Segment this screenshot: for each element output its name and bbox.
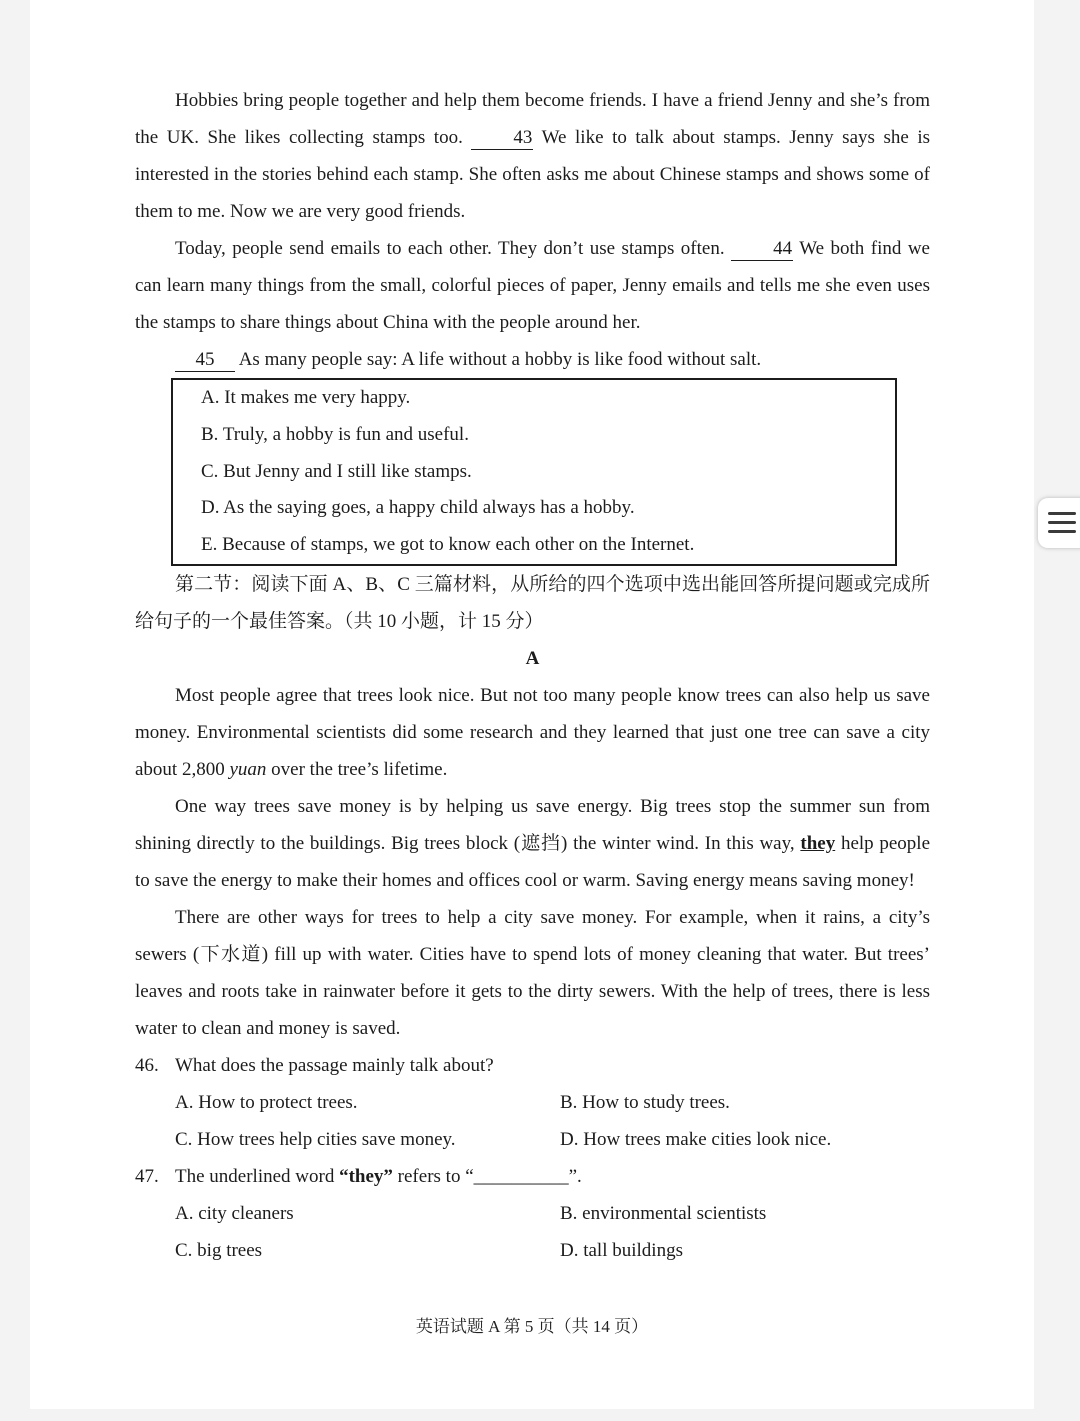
paragraph-conclusion: 45 As many people say: A life without a hobby is like food without salt. [135,341,930,378]
page-content [135,82,930,1269]
section2-instructions: 第二节：阅读下面 A、B、C 三篇材料，从所给的四个选项中选出能回答所提问题或完成所给句子的一个最佳答案。（共 10 小题，计 15 分） [135,573,930,632]
menu-line [1048,512,1076,515]
options-box [171,378,897,566]
blank-44[interactable]: 44 [731,238,793,261]
paragraph-trees-2: One way trees save money is by helping us save energy. Big trees stop the summer sun from shining directly to the buildings. Big trees block (遮挡) the winter wind. In this way, they help people to save the energy to make their homes and offices cool or warm. Saving energy means saving money! [135,795,931,891]
page-footer: 英语试题 A 第 5 页（共 14 页） [415,1317,649,1336]
choice-a[interactable]: A. How to protect trees. [175,1091,358,1113]
question-46 [135,1047,930,1084]
option-a: A. It makes me very happy. [201,387,411,408]
choice-c[interactable]: C. How trees help cities save money. [175,1128,456,1150]
question-47-options [135,1195,930,1269]
choice-a[interactable]: A. city cleaners [175,1202,294,1224]
option-d: D. As the saying goes, a happy child always has a hobby. [201,497,635,519]
choice-c[interactable]: C. big trees [175,1239,263,1261]
underlined-word: they [800,832,836,854]
option-e: E. Because of stamps, we got to know each other on the Internet. [201,534,695,556]
choice-d[interactable]: D. tall buildings [560,1239,683,1261]
menu-line [1048,521,1076,524]
option-b: B. Truly, a hobby is fun and useful. [201,423,469,445]
hamburger-menu-icon[interactable] [1038,498,1080,548]
blank-43[interactable]: 43 [471,127,533,150]
question-text: The underlined word “they” refers to “__________”. [175,1165,582,1187]
question-number: 46. [135,1054,159,1076]
blank-45[interactable]: 45 [175,349,235,372]
question-46-options [135,1084,930,1158]
document-page [30,0,1034,1409]
paragraph-trees-3: There are other ways for trees to help a city save money. For example, when it rains, a city’s sewers (下水道) fill up with water. Cities have to spend lots of money cleaning that water. But trees’ leaves and roots take in rainwater before it gets to the dirty sewers. With the help of trees, there is less water to clean and money is saved. [135,906,930,1039]
paragraph-trees-1: Most people agree that trees look nice. But not too many people know trees can also help us save money. Environmental scientists did some research and they learned that just one tree can save a city about 2,800 yuan over the tree’s lifetime. [135,684,930,780]
menu-line [1048,530,1076,533]
choice-d[interactable]: D. How trees make cities look nice. [560,1128,832,1150]
question-text: What does the passage mainly talk about? [175,1054,494,1076]
question-47 [135,1158,930,1195]
choice-b[interactable]: B. How to study trees. [560,1091,730,1113]
paragraph-emails: Today, people send emails to each other. They don’t use stamps often. 44 We both find we can learn many things from the small, colorful pieces of paper, Jenny emails and tells me she even uses the stamps to share things about China with the people around her. [135,238,930,333]
passage-title: A [525,647,540,669]
choice-b[interactable]: B. environmental scientists [560,1202,767,1224]
option-c: C. But Jenny and I still like stamps. [201,460,472,482]
paragraph-hobbies: Hobbies bring people together and help them become friends. I have a friend Jenny and she’s from the UK. She likes collecting stamps too. 43 We like to talk about stamps. Jenny says she is interested in the stories behind each stamp. She often asks me about Chinese stamps and shows some of them to me. Now we are very good friends. [135,90,930,222]
question-number: 47. [135,1165,159,1187]
